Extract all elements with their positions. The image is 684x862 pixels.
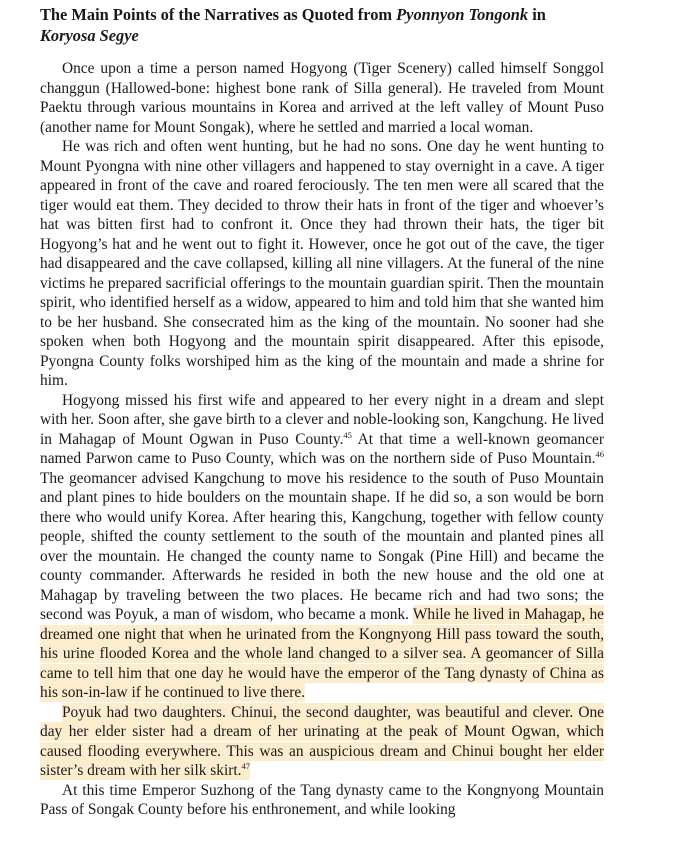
title-prefix: The Main Points of the Narratives as Quoted from <box>40 5 397 24</box>
paragraph-2 <box>40 137 604 391</box>
footnote-ref-47: 47 <box>241 760 250 771</box>
paragraph-5-text: At this time Emperor Suzhong of the Tang dynasty came to the Kongnyong Mountain Pass of Songak County before his enthronement, and while looking <box>40 781 604 818</box>
paragraph-2-text: He was rich and often went hunting, but he had no sons. One day he went hunting to Mount Pyongna with nine other villagers and happened to stay overnight in a cave. A tiger appeared in front of the cave and roared ferociously. The ten men were all scared that the tiger would eat them. They decided to throw their hats in front of the tiger and whoever’s hat was bitten first had to confront it. Once they had thrown their hats, the tiger bit Hogyong’s hat and he went out to fight it. However, once he got out of the cave, the tiger had disappeared and the cave collapsed, killing all nine villagers. At the funeral of the nine victims he prepared sacrificial offerings to the mountain guardian spirit. Then the mountain spirit, who identified herself as a widow, appeared to him and told him that she wanted him to be her husband. She consecrated him as the king of the mountain. No sooner had she spoken when both Hogyong and the mountain spirit disappeared. After this episode, Pyongna County folks worshiped him as the king of the mountain and made a shrine for him. <box>40 138 604 389</box>
highlighted-passage-daughters <box>40 703 604 781</box>
title-italic-book: Pyonnyon Tongonk <box>396 5 529 24</box>
title-italic-source: Koryosa Segye <box>40 26 139 45</box>
footnote-ref-46: 46 <box>595 448 604 459</box>
title-middle: in <box>528 5 546 24</box>
paragraph-4-text: Poyuk had two daughters. Chinui, the second daughter, was beautiful and clever. One day her elder sister had a dream of her urinating at the peak of Mount Ogwan, which caused flooding everywhere. This was an auspicious dream and Chinui bought her elder sister’s dream with her silk skirt. <box>40 703 604 779</box>
highlighted-passage-dream: While he lived in Mahagap, he dreamed one night that when he urinated from the Kongnyong Hill pass toward the south, his urine flooded Korea and the whole land changed to a silver sea. A geomancer of Silla came to tell him that one day he would have the emperor of the Tang dynasty of China as his son-in-law if he continued to live there. <box>40 606 604 701</box>
paragraph-3-segment-2: At that time a well-known geomancer named Parwon came to Puso County, which was on the northern side of Puso Mountain. <box>40 430 604 467</box>
paragraph-3-segment-3: The geomancer advised Kangchung to move his residence to the south of Puso Mountain and plant pines to hide boulders on the mountain shape. If he did so, a son would be born there who would unify Korea. After hearing this, Kangchung, together with fellow county people, shifted the county settlement to the south of the mountain and planted pines all over the mountain. He changed the county name to Songak (Pine Hill) and became the county commander. Afterwards he resided in both the new house and the old one at Mahagap by traveling between the two places. He became rich and had two sons; the second was Poyuk, a man of wisdom, who became a monk. <box>40 469 604 623</box>
paragraph-1 <box>40 59 604 137</box>
paragraph-3 <box>40 391 604 703</box>
document-page <box>40 4 604 820</box>
paragraph-4 <box>40 703 604 781</box>
paragraph-3-segment-1: Hogyong missed his first wife and appeared to her every night in a dream and slept with her. Soon after, she gave birth to a clever and noble-looking son, Kangchung. He lived in Mahagap of Mount Ogwan in Puso County. <box>40 391 604 448</box>
footnote-ref-45: 45 <box>343 429 352 440</box>
paragraph-5 <box>40 781 604 820</box>
paragraph-1-text: Once upon a time a person named Hogyong (Tiger Scenery) called himself Songgol changgun (Hallowed-bone: highest bone rank of Silla general). He traveled from Mount Paektu through various mountains in Korea and arrived at the left valley of Mount Puso (another name for Mount Songak), where he settled and married a local woman. <box>40 60 604 136</box>
page-title <box>40 4 604 46</box>
